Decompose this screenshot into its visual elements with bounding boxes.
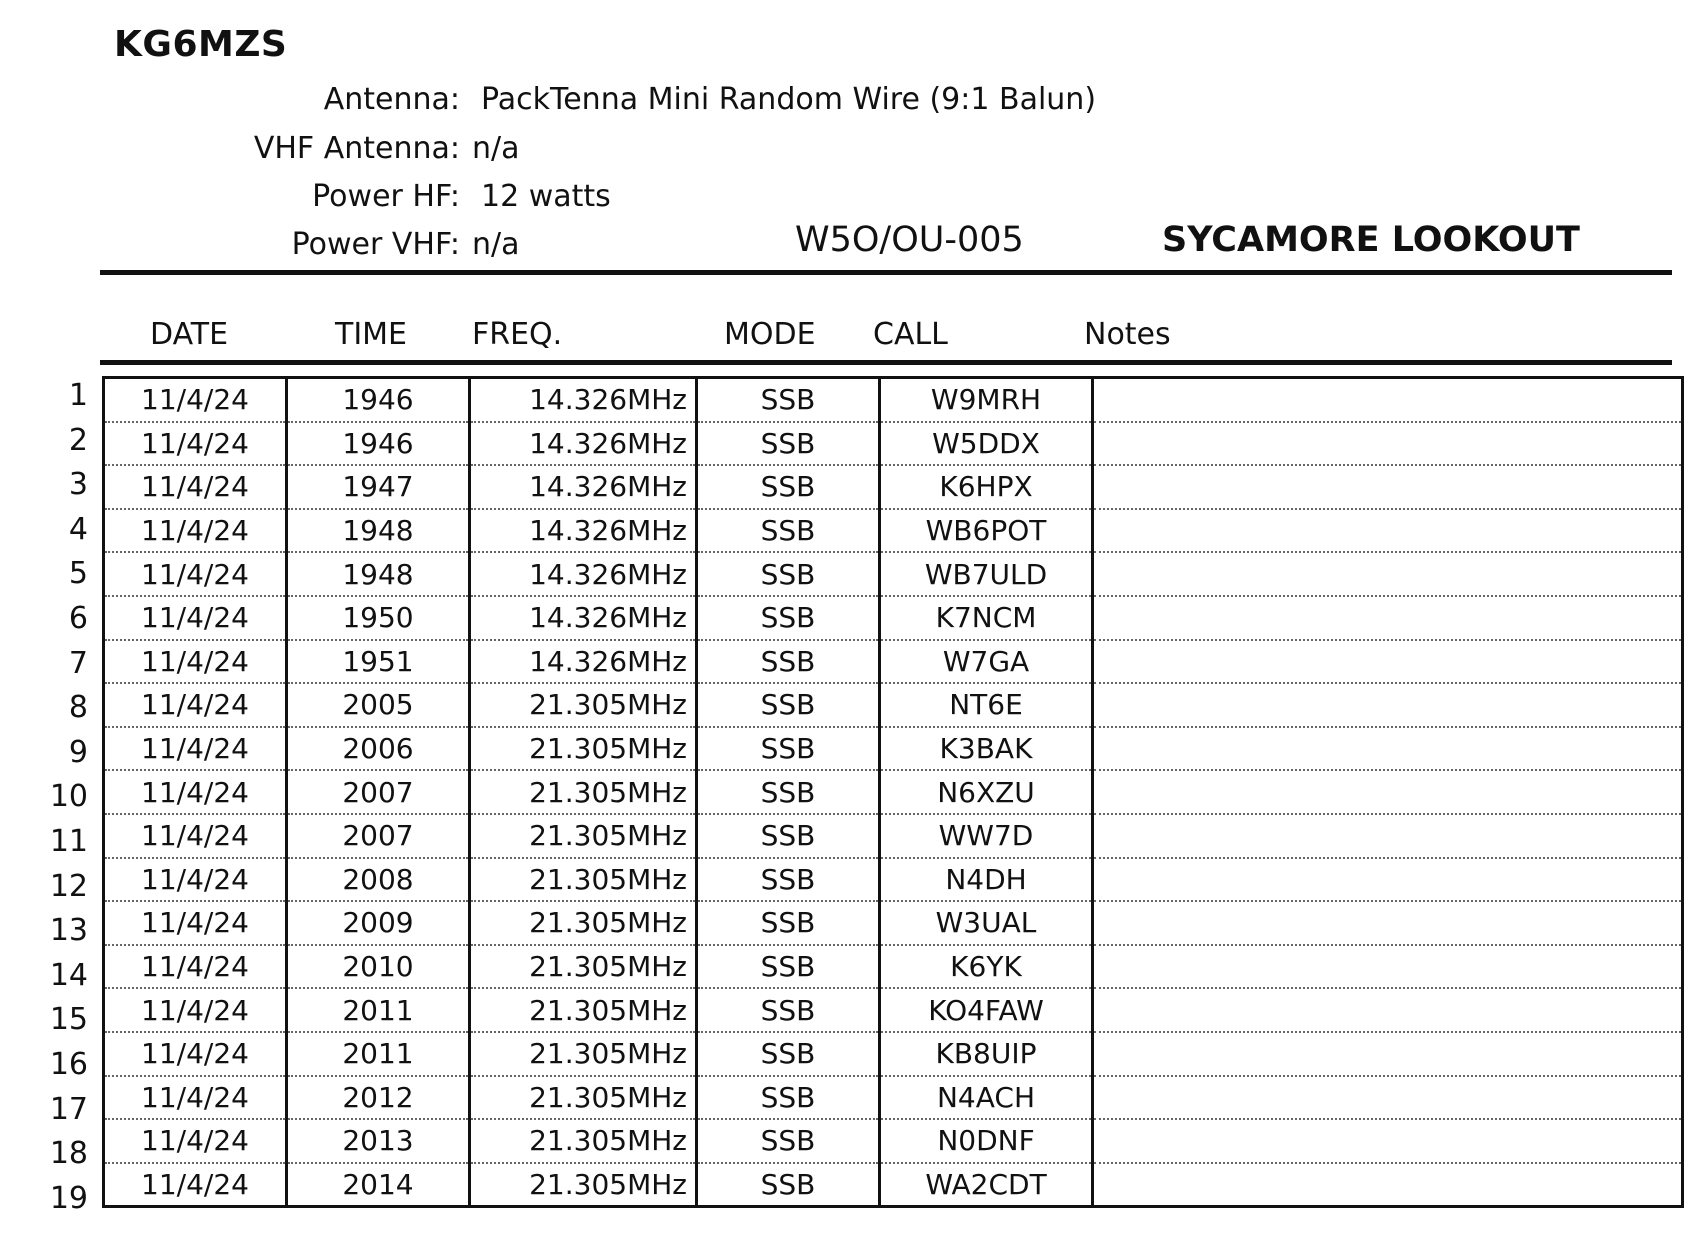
cell-notes bbox=[1093, 1163, 1683, 1207]
row-number: 8 bbox=[68, 690, 88, 726]
row-number: 9 bbox=[68, 734, 88, 770]
cell-time: 1948 bbox=[287, 552, 470, 596]
row-number: 19 bbox=[49, 1180, 88, 1216]
table-row bbox=[104, 465, 1683, 509]
table-row bbox=[104, 1076, 1683, 1120]
cell-time: 2009 bbox=[287, 901, 470, 945]
cell-call: K6HPX bbox=[880, 465, 1093, 509]
cell-frequency: 14.326MHz bbox=[470, 596, 697, 640]
cell-call: N4DH bbox=[880, 858, 1093, 902]
header-rule bbox=[100, 270, 1672, 275]
cell-call: N0DNF bbox=[880, 1119, 1093, 1163]
cell-notes bbox=[1093, 509, 1683, 553]
row-number: 7 bbox=[68, 645, 88, 681]
cell-call: W5DDX bbox=[880, 422, 1093, 466]
cell-frequency: 21.305MHz bbox=[470, 1076, 697, 1120]
cell-frequency: 21.305MHz bbox=[470, 683, 697, 727]
row-number: 10 bbox=[49, 779, 88, 815]
cell-date: 11/4/24 bbox=[104, 1119, 287, 1163]
cell-date: 11/4/24 bbox=[104, 683, 287, 727]
table-row bbox=[104, 552, 1683, 596]
cell-date: 11/4/24 bbox=[104, 509, 287, 553]
cell-time: 2007 bbox=[287, 770, 470, 814]
row-number: 1 bbox=[68, 378, 88, 413]
cell-frequency: 14.326MHz bbox=[470, 640, 697, 684]
vhf-antenna-label: VHF Antenna: bbox=[253, 131, 460, 166]
cell-time: 2012 bbox=[287, 1076, 470, 1120]
cell-time: 2007 bbox=[287, 814, 470, 858]
cell-mode: SSB bbox=[697, 465, 880, 509]
row-number: 17 bbox=[49, 1091, 88, 1127]
cell-call: W7GA bbox=[880, 640, 1093, 684]
table-row bbox=[104, 770, 1683, 814]
cell-notes bbox=[1093, 552, 1683, 596]
cell-call: W3UAL bbox=[880, 901, 1093, 945]
summit-name: SYCAMORE LOOKOUT bbox=[1162, 220, 1580, 260]
antenna-value: PackTenna Mini Random Wire (9:1 Balun) bbox=[481, 82, 1097, 117]
cell-call: W9MRH bbox=[880, 378, 1093, 422]
table-row bbox=[104, 683, 1683, 727]
table-row bbox=[104, 422, 1683, 466]
cell-notes bbox=[1093, 770, 1683, 814]
row-number: 5 bbox=[68, 556, 88, 592]
qso-log-table bbox=[102, 376, 1684, 1208]
cell-frequency: 21.305MHz bbox=[470, 814, 697, 858]
column-header-rule bbox=[100, 360, 1672, 365]
cell-date: 11/4/24 bbox=[104, 378, 287, 422]
cell-notes bbox=[1093, 727, 1683, 771]
row-number: 16 bbox=[49, 1046, 88, 1082]
power-vhf-value: n/a bbox=[472, 227, 520, 262]
cell-frequency: 21.305MHz bbox=[470, 901, 697, 945]
column-header-notes: Notes bbox=[1084, 317, 1171, 352]
column-header-freq: FREQ. bbox=[472, 317, 563, 352]
cell-mode: SSB bbox=[697, 509, 880, 553]
row-number: 4 bbox=[68, 511, 88, 547]
cell-call: WB6POT bbox=[880, 509, 1093, 553]
cell-time: 1948 bbox=[287, 509, 470, 553]
cell-frequency: 14.326MHz bbox=[470, 509, 697, 553]
cell-time: 1950 bbox=[287, 596, 470, 640]
row-number: 3 bbox=[68, 467, 88, 503]
row-number: 14 bbox=[49, 957, 88, 993]
cell-frequency: 21.305MHz bbox=[470, 1163, 697, 1207]
table-row bbox=[104, 596, 1683, 640]
table-row bbox=[104, 1032, 1683, 1076]
cell-call: WA2CDT bbox=[880, 1163, 1093, 1207]
table-row bbox=[104, 814, 1683, 858]
cell-call: N6XZU bbox=[880, 770, 1093, 814]
column-header-mode: MODE bbox=[724, 317, 816, 352]
row-number: 11 bbox=[49, 823, 88, 859]
cell-time: 2014 bbox=[287, 1163, 470, 1207]
cell-notes bbox=[1093, 1032, 1683, 1076]
power-hf-label: Power HF: bbox=[312, 179, 460, 214]
cell-mode: SSB bbox=[697, 422, 880, 466]
cell-date: 11/4/24 bbox=[104, 596, 287, 640]
cell-frequency: 14.326MHz bbox=[470, 378, 697, 422]
row-number-column bbox=[40, 376, 88, 1223]
operator-callsign: KG6MZS bbox=[114, 24, 288, 65]
row-number: 2 bbox=[68, 422, 88, 458]
cell-time: 1951 bbox=[287, 640, 470, 684]
table-row bbox=[104, 509, 1683, 553]
cell-date: 11/4/24 bbox=[104, 640, 287, 684]
cell-time: 2011 bbox=[287, 1032, 470, 1076]
cell-mode: SSB bbox=[697, 901, 880, 945]
table-row bbox=[104, 945, 1683, 989]
cell-date: 11/4/24 bbox=[104, 945, 287, 989]
cell-date: 11/4/24 bbox=[104, 1076, 287, 1120]
cell-date: 11/4/24 bbox=[104, 1163, 287, 1207]
cell-frequency: 14.326MHz bbox=[470, 552, 697, 596]
cell-date: 11/4/24 bbox=[104, 901, 287, 945]
cell-date: 11/4/24 bbox=[104, 422, 287, 466]
cell-mode: SSB bbox=[697, 640, 880, 684]
cell-frequency: 14.326MHz bbox=[470, 422, 697, 466]
cell-time: 2011 bbox=[287, 988, 470, 1032]
cell-notes bbox=[1093, 378, 1683, 422]
cell-mode: SSB bbox=[697, 858, 880, 902]
cell-notes bbox=[1093, 988, 1683, 1032]
table-row bbox=[104, 858, 1683, 902]
cell-mode: SSB bbox=[697, 552, 880, 596]
cell-time: 1947 bbox=[287, 465, 470, 509]
cell-time: 1946 bbox=[287, 422, 470, 466]
row-number: 6 bbox=[68, 600, 88, 636]
power-vhf-label: Power VHF: bbox=[291, 227, 460, 262]
cell-call: NT6E bbox=[880, 683, 1093, 727]
cell-mode: SSB bbox=[697, 727, 880, 771]
cell-mode: SSB bbox=[697, 1119, 880, 1163]
cell-date: 11/4/24 bbox=[104, 1032, 287, 1076]
column-header-date: DATE bbox=[150, 317, 229, 352]
row-number: 13 bbox=[49, 913, 88, 949]
cell-notes bbox=[1093, 1119, 1683, 1163]
cell-notes bbox=[1093, 901, 1683, 945]
cell-mode: SSB bbox=[697, 814, 880, 858]
cell-frequency: 21.305MHz bbox=[470, 727, 697, 771]
cell-time: 2013 bbox=[287, 1119, 470, 1163]
table-row bbox=[104, 727, 1683, 771]
cell-call: KO4FAW bbox=[880, 988, 1093, 1032]
cell-time: 2010 bbox=[287, 945, 470, 989]
cell-notes bbox=[1093, 945, 1683, 989]
cell-frequency: 21.305MHz bbox=[470, 858, 697, 902]
cell-call: K7NCM bbox=[880, 596, 1093, 640]
cell-call: WB7ULD bbox=[880, 552, 1093, 596]
table-row bbox=[104, 378, 1683, 422]
cell-call: N4ACH bbox=[880, 1076, 1093, 1120]
cell-frequency: 21.305MHz bbox=[470, 1119, 697, 1163]
row-number: 18 bbox=[49, 1136, 88, 1172]
cell-frequency: 21.305MHz bbox=[470, 945, 697, 989]
cell-date: 11/4/24 bbox=[104, 814, 287, 858]
table-row bbox=[104, 1163, 1683, 1207]
cell-notes bbox=[1093, 683, 1683, 727]
cell-call: K3BAK bbox=[880, 727, 1093, 771]
cell-notes bbox=[1093, 814, 1683, 858]
cell-time: 1946 bbox=[287, 378, 470, 422]
cell-mode: SSB bbox=[697, 945, 880, 989]
vhf-antenna-value: n/a bbox=[472, 131, 520, 166]
cell-mode: SSB bbox=[697, 770, 880, 814]
table-row bbox=[104, 640, 1683, 684]
cell-mode: SSB bbox=[697, 988, 880, 1032]
cell-notes bbox=[1093, 596, 1683, 640]
column-header-call: CALL bbox=[873, 317, 948, 352]
power-hf-value: 12 watts bbox=[481, 179, 611, 214]
cell-mode: SSB bbox=[697, 596, 880, 640]
column-header-time: TIME bbox=[335, 317, 408, 352]
cell-call: WW7D bbox=[880, 814, 1093, 858]
cell-notes bbox=[1093, 640, 1683, 684]
cell-mode: SSB bbox=[697, 1032, 880, 1076]
cell-call: K6YK bbox=[880, 945, 1093, 989]
cell-frequency: 21.305MHz bbox=[470, 770, 697, 814]
cell-date: 11/4/24 bbox=[104, 465, 287, 509]
cell-date: 11/4/24 bbox=[104, 770, 287, 814]
cell-frequency: 14.326MHz bbox=[470, 465, 697, 509]
cell-time: 2008 bbox=[287, 858, 470, 902]
cell-notes bbox=[1093, 1076, 1683, 1120]
cell-notes bbox=[1093, 858, 1683, 902]
summit-reference: W5O/OU-005 bbox=[795, 220, 1024, 260]
cell-mode: SSB bbox=[697, 1076, 880, 1120]
cell-mode: SSB bbox=[697, 1163, 880, 1207]
cell-call: KB8UIP bbox=[880, 1032, 1093, 1076]
cell-frequency: 21.305MHz bbox=[470, 988, 697, 1032]
table-row bbox=[104, 988, 1683, 1032]
cell-time: 2005 bbox=[287, 683, 470, 727]
cell-date: 11/4/24 bbox=[104, 988, 287, 1032]
cell-mode: SSB bbox=[697, 683, 880, 727]
cell-date: 11/4/24 bbox=[104, 552, 287, 596]
cell-date: 11/4/24 bbox=[104, 727, 287, 771]
cell-time: 2006 bbox=[287, 727, 470, 771]
table-row bbox=[104, 901, 1683, 945]
table-row bbox=[104, 1119, 1683, 1163]
cell-mode: SSB bbox=[697, 378, 880, 422]
antenna-label: Antenna: bbox=[323, 82, 460, 117]
row-number: 15 bbox=[49, 1002, 88, 1038]
row-number: 12 bbox=[49, 868, 88, 904]
cell-notes bbox=[1093, 422, 1683, 466]
cell-frequency: 21.305MHz bbox=[470, 1032, 697, 1076]
cell-date: 11/4/24 bbox=[104, 858, 287, 902]
cell-notes bbox=[1093, 465, 1683, 509]
